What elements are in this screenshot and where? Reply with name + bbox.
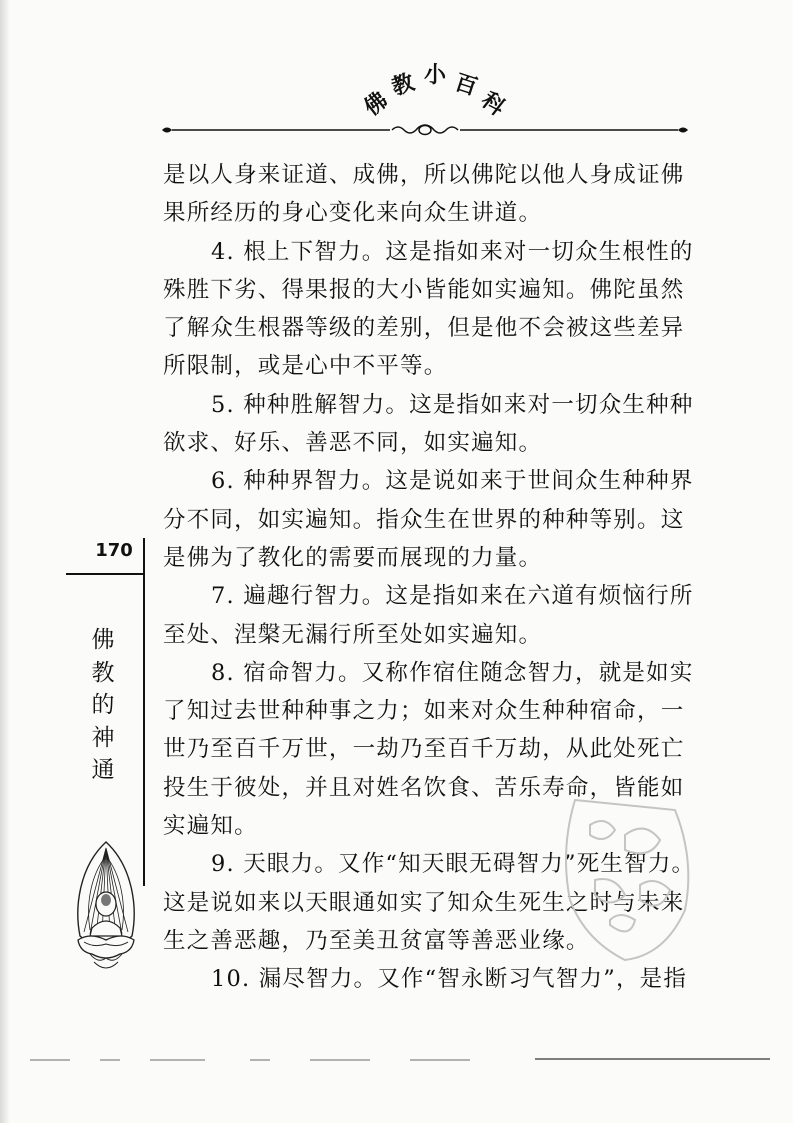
paragraph: 5. 种种胜解智力。这是指如来对一切众生种种欲求、好乐、善恶不同，如实遍知。 — [163, 391, 694, 457]
ornamental-rule-icon — [160, 124, 690, 136]
paragraph: 9. 天眼力。又作“知天眼无碍智力”死生智力。这是说如来以天眼通如实了知众生死生之时与未来生之善恶趣，乃至美丑贫富等善恶业缘。 — [163, 851, 696, 954]
margin-vertical-rule — [143, 538, 145, 886]
paragraph: 6. 种种界智力。这是说如来于世间众生种种界分不同，如实遍知。指众生在世界的种种等别。这是佛为了教化的需要而展现的力量。 — [163, 468, 694, 571]
series-title-char: 教 — [388, 69, 418, 101]
series-title-char: 科 — [476, 86, 510, 122]
scan-artifact-line — [30, 1050, 770, 1070]
series-title-char: 百 — [451, 69, 481, 101]
book-title-vertical: 佛 教 的 神 通 — [91, 627, 115, 783]
buddha-figure-icon — [70, 836, 142, 976]
paragraph: 4. 根上下智力。这是指如来对一切众生根性的殊胜下劣、得果报的大小皆能如实遍知。佛陀虽然了解众生根器等级的差别，但是他不会被这些差异所限制，或是心中不平等。 — [163, 238, 694, 380]
page-edge-shadow — [0, 0, 10, 1123]
paragraph: 是以人身来证道、成佛，所以佛陀以他人身成证佛果所经历的身心变化来向众生讲道。 — [163, 162, 685, 227]
paragraph: 7. 遍趣行智力。这是指如来在六道有烦恼行所至处、涅槃无漏行所至处如实遍知。 — [163, 583, 694, 648]
paragraph: 8. 宿命智力。又称作宿住随念智力，就是如实了知过去世种种事之力；如来对众生种种宿命，一世乃至百千万世，一劫乃至百千万劫，从此处死亡投生于彼处，并且对姓名饮食、苦乐寿命，皆能如实遍知。 — [163, 659, 694, 840]
margin-divider — [66, 573, 144, 575]
series-title-char: 佛 — [359, 86, 393, 122]
page-number: 170 — [95, 540, 133, 561]
paragraph: 10. 漏尽智力。又作“智永断习气智力”，是指 — [211, 966, 688, 993]
series-title — [0, 0, 793, 130]
series-title-char: 小 — [424, 62, 447, 88]
library-stamp-watermark — [555, 790, 705, 965]
